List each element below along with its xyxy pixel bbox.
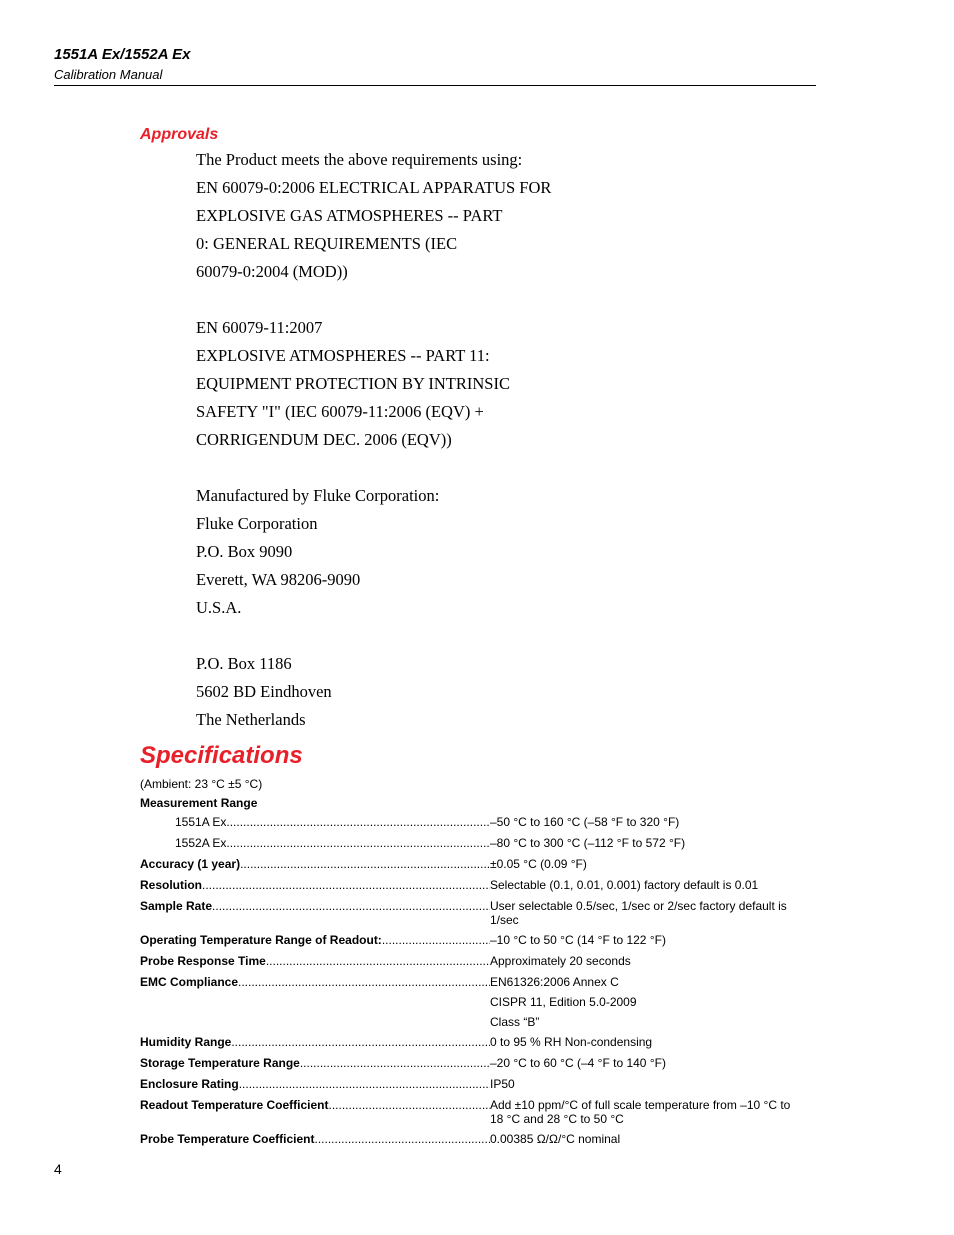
approvals-line: 0: GENERAL REQUIREMENTS (IEC [196, 234, 458, 253]
spec-label-cell [140, 974, 490, 1029]
spec-value-cell [490, 932, 805, 948]
approvals-line: EN 60079-0:2006 ELECTRICAL APPARATUS FOR [196, 178, 552, 197]
spec-row [140, 953, 820, 969]
approvals-line: The Product meets the above requirements using: [196, 150, 523, 169]
approvals-line: EXPLOSIVE GAS ATMOSPHERES -- PART [196, 206, 503, 225]
spec-label: Probe Response Time [140, 954, 266, 968]
spec-label: Storage Temperature Range [140, 1056, 300, 1070]
spec-value: –50 °C to 160 °C (–58 °F to 320 °F) [490, 815, 680, 829]
approvals-line: CORRIGENDUM DEC. 2006 (EQV)) [196, 430, 452, 449]
spec-value: Selectable (0.1, 0.01, 0.001) factory default is 0.01 [490, 878, 759, 892]
dot-leader [300, 1055, 490, 1071]
spec-row [140, 856, 820, 872]
spec-value: –10 °C to 50 °C (14 °F to 122 °F) [490, 933, 666, 947]
approvals-line: SAFETY "I" (IEC 60079-11:2006 (EQV) + [196, 402, 484, 421]
approvals-line: Fluke Corporation [196, 514, 318, 533]
approvals-line: Manufactured by Fluke Corporation: [196, 486, 440, 505]
dot-leader [328, 1097, 490, 1126]
approvals-line: The Netherlands [196, 710, 306, 729]
document-subtitle: Calibration Manual [54, 67, 163, 82]
spec-row [140, 1076, 820, 1092]
dot-leader [226, 835, 490, 851]
spec-label-cell [140, 953, 490, 969]
approvals-blank-line [196, 622, 796, 650]
spec-label-cell [140, 877, 490, 893]
spec-row [140, 1055, 820, 1071]
spec-label: Enclosure Rating [140, 1077, 239, 1091]
spec-label: 1551A Ex [175, 815, 227, 829]
spec-value-cell [490, 1097, 805, 1126]
spec-label-cell [140, 1076, 490, 1092]
approvals-heading: Approvals [140, 126, 219, 143]
approvals-line: Everett, WA 98206-9090 [196, 570, 361, 589]
approvals-line: EN 60079-11:2007 [196, 318, 323, 337]
spec-label-cell [140, 856, 490, 872]
spec-label-cell [140, 1055, 490, 1071]
spec-row [140, 1131, 820, 1147]
spec-label-cell [140, 814, 490, 830]
dot-leader [314, 1131, 490, 1147]
spec-value: –80 °C to 300 °C (–112 °F to 572 °F) [490, 836, 686, 850]
spec-value: User selectable 0.5/sec, 1/sec or 2/sec factory default is 1/sec [490, 899, 787, 927]
specifications-heading: Specifications [140, 742, 303, 769]
approvals-line: 60079-0:2004 (MOD)) [196, 262, 348, 281]
spec-label: Sample Rate [140, 899, 213, 913]
spec-rows [140, 856, 820, 1147]
spec-label: Accuracy (1 year) [140, 857, 241, 871]
dot-leader [238, 974, 490, 1029]
spec-label: EMC Compliance [140, 975, 239, 989]
dot-leader [382, 932, 490, 948]
spec-value: CISPR 11, Edition 5.0-2009 [490, 995, 637, 1009]
spec-label-cell [140, 932, 490, 948]
spec-value-cell [490, 974, 805, 1029]
spec-row [140, 898, 820, 927]
approvals-line: P.O. Box 9090 [196, 542, 293, 561]
header-divider [54, 85, 816, 86]
spec-row [140, 932, 820, 948]
approvals-line: P.O. Box 1186 [196, 654, 292, 673]
spec-label: 1552A Ex [175, 836, 227, 850]
approvals-line: EQUIPMENT PROTECTION BY INTRINSIC [196, 374, 510, 393]
spec-value: IP50 [490, 1077, 515, 1091]
spec-value-cell [490, 835, 805, 851]
approvals-line: EXPLOSIVE ATMOSPHERES -- PART 11: [196, 346, 490, 365]
spec-value: Class “B” [490, 1015, 540, 1029]
spec-label: Operating Temperature Range of Readout: [140, 933, 382, 947]
spec-row [140, 1097, 820, 1126]
spec-value: ±0.05 °C (0.09 °F) [490, 857, 587, 871]
page-header [54, 46, 816, 83]
spec-row [140, 877, 820, 893]
measurement-range-list [140, 814, 820, 851]
spec-value-cell [490, 898, 805, 927]
spec-value: 0 to 95 % RH Non-condensing [490, 1035, 653, 1049]
spec-value: Add ±10 ppm/°C of full scale temperature from –10 °C to 18 °C and 28 °C to 50 °C [490, 1098, 791, 1126]
page-number: 4 [54, 1161, 62, 1177]
spec-value-cell [490, 814, 805, 830]
dot-leader [212, 898, 490, 927]
approvals-blank-line [196, 286, 796, 314]
spec-label-cell [140, 835, 490, 851]
measurement-range-row [140, 814, 820, 830]
spec-value-cell [490, 953, 805, 969]
spec-value-cell [490, 1055, 805, 1071]
spec-value-cell [490, 877, 805, 893]
spec-value-cell [490, 1076, 805, 1092]
measurement-range-label: Measurement Range [140, 796, 258, 810]
spec-value: Approximately 20 seconds [490, 954, 631, 968]
approvals-body [196, 146, 796, 734]
dot-leader [202, 877, 490, 893]
measurement-range-row [140, 835, 820, 851]
spec-value-cell [490, 1034, 805, 1050]
spec-label: Readout Temperature Coefficient [140, 1098, 329, 1112]
spec-label-cell [140, 1097, 490, 1126]
dot-leader [240, 856, 490, 872]
dot-leader [231, 1034, 490, 1050]
spec-value: 0.00385 Ω/Ω/°C nominal [490, 1132, 621, 1146]
spec-value: EN61326:2006 Annex C [490, 975, 619, 989]
spec-label: Humidity Range [140, 1035, 232, 1049]
spec-row [140, 1034, 820, 1050]
specifications-list [140, 795, 820, 1152]
spec-label-cell [140, 1131, 490, 1147]
spec-value: –20 °C to 60 °C (–4 °F to 140 °F) [490, 1056, 666, 1070]
dot-leader [266, 953, 490, 969]
spec-label: Probe Temperature Coefficient [140, 1132, 315, 1146]
spec-label-cell [140, 1034, 490, 1050]
dot-leader [226, 814, 490, 830]
spec-row [140, 974, 820, 1029]
spec-value-cell [490, 1131, 805, 1147]
dot-leader [239, 1076, 490, 1092]
ambient-note: (Ambient: 23 °C ±5 °C) [140, 777, 263, 791]
approvals-line: U.S.A. [196, 598, 242, 617]
approvals-line: 5602 BD Eindhoven [196, 682, 332, 701]
spec-value-cell [490, 856, 805, 872]
spec-label: Resolution [140, 878, 202, 892]
document-title: 1551A Ex/1552A Ex [54, 46, 191, 63]
approvals-blank-line [196, 454, 796, 482]
spec-label-cell [140, 898, 490, 927]
